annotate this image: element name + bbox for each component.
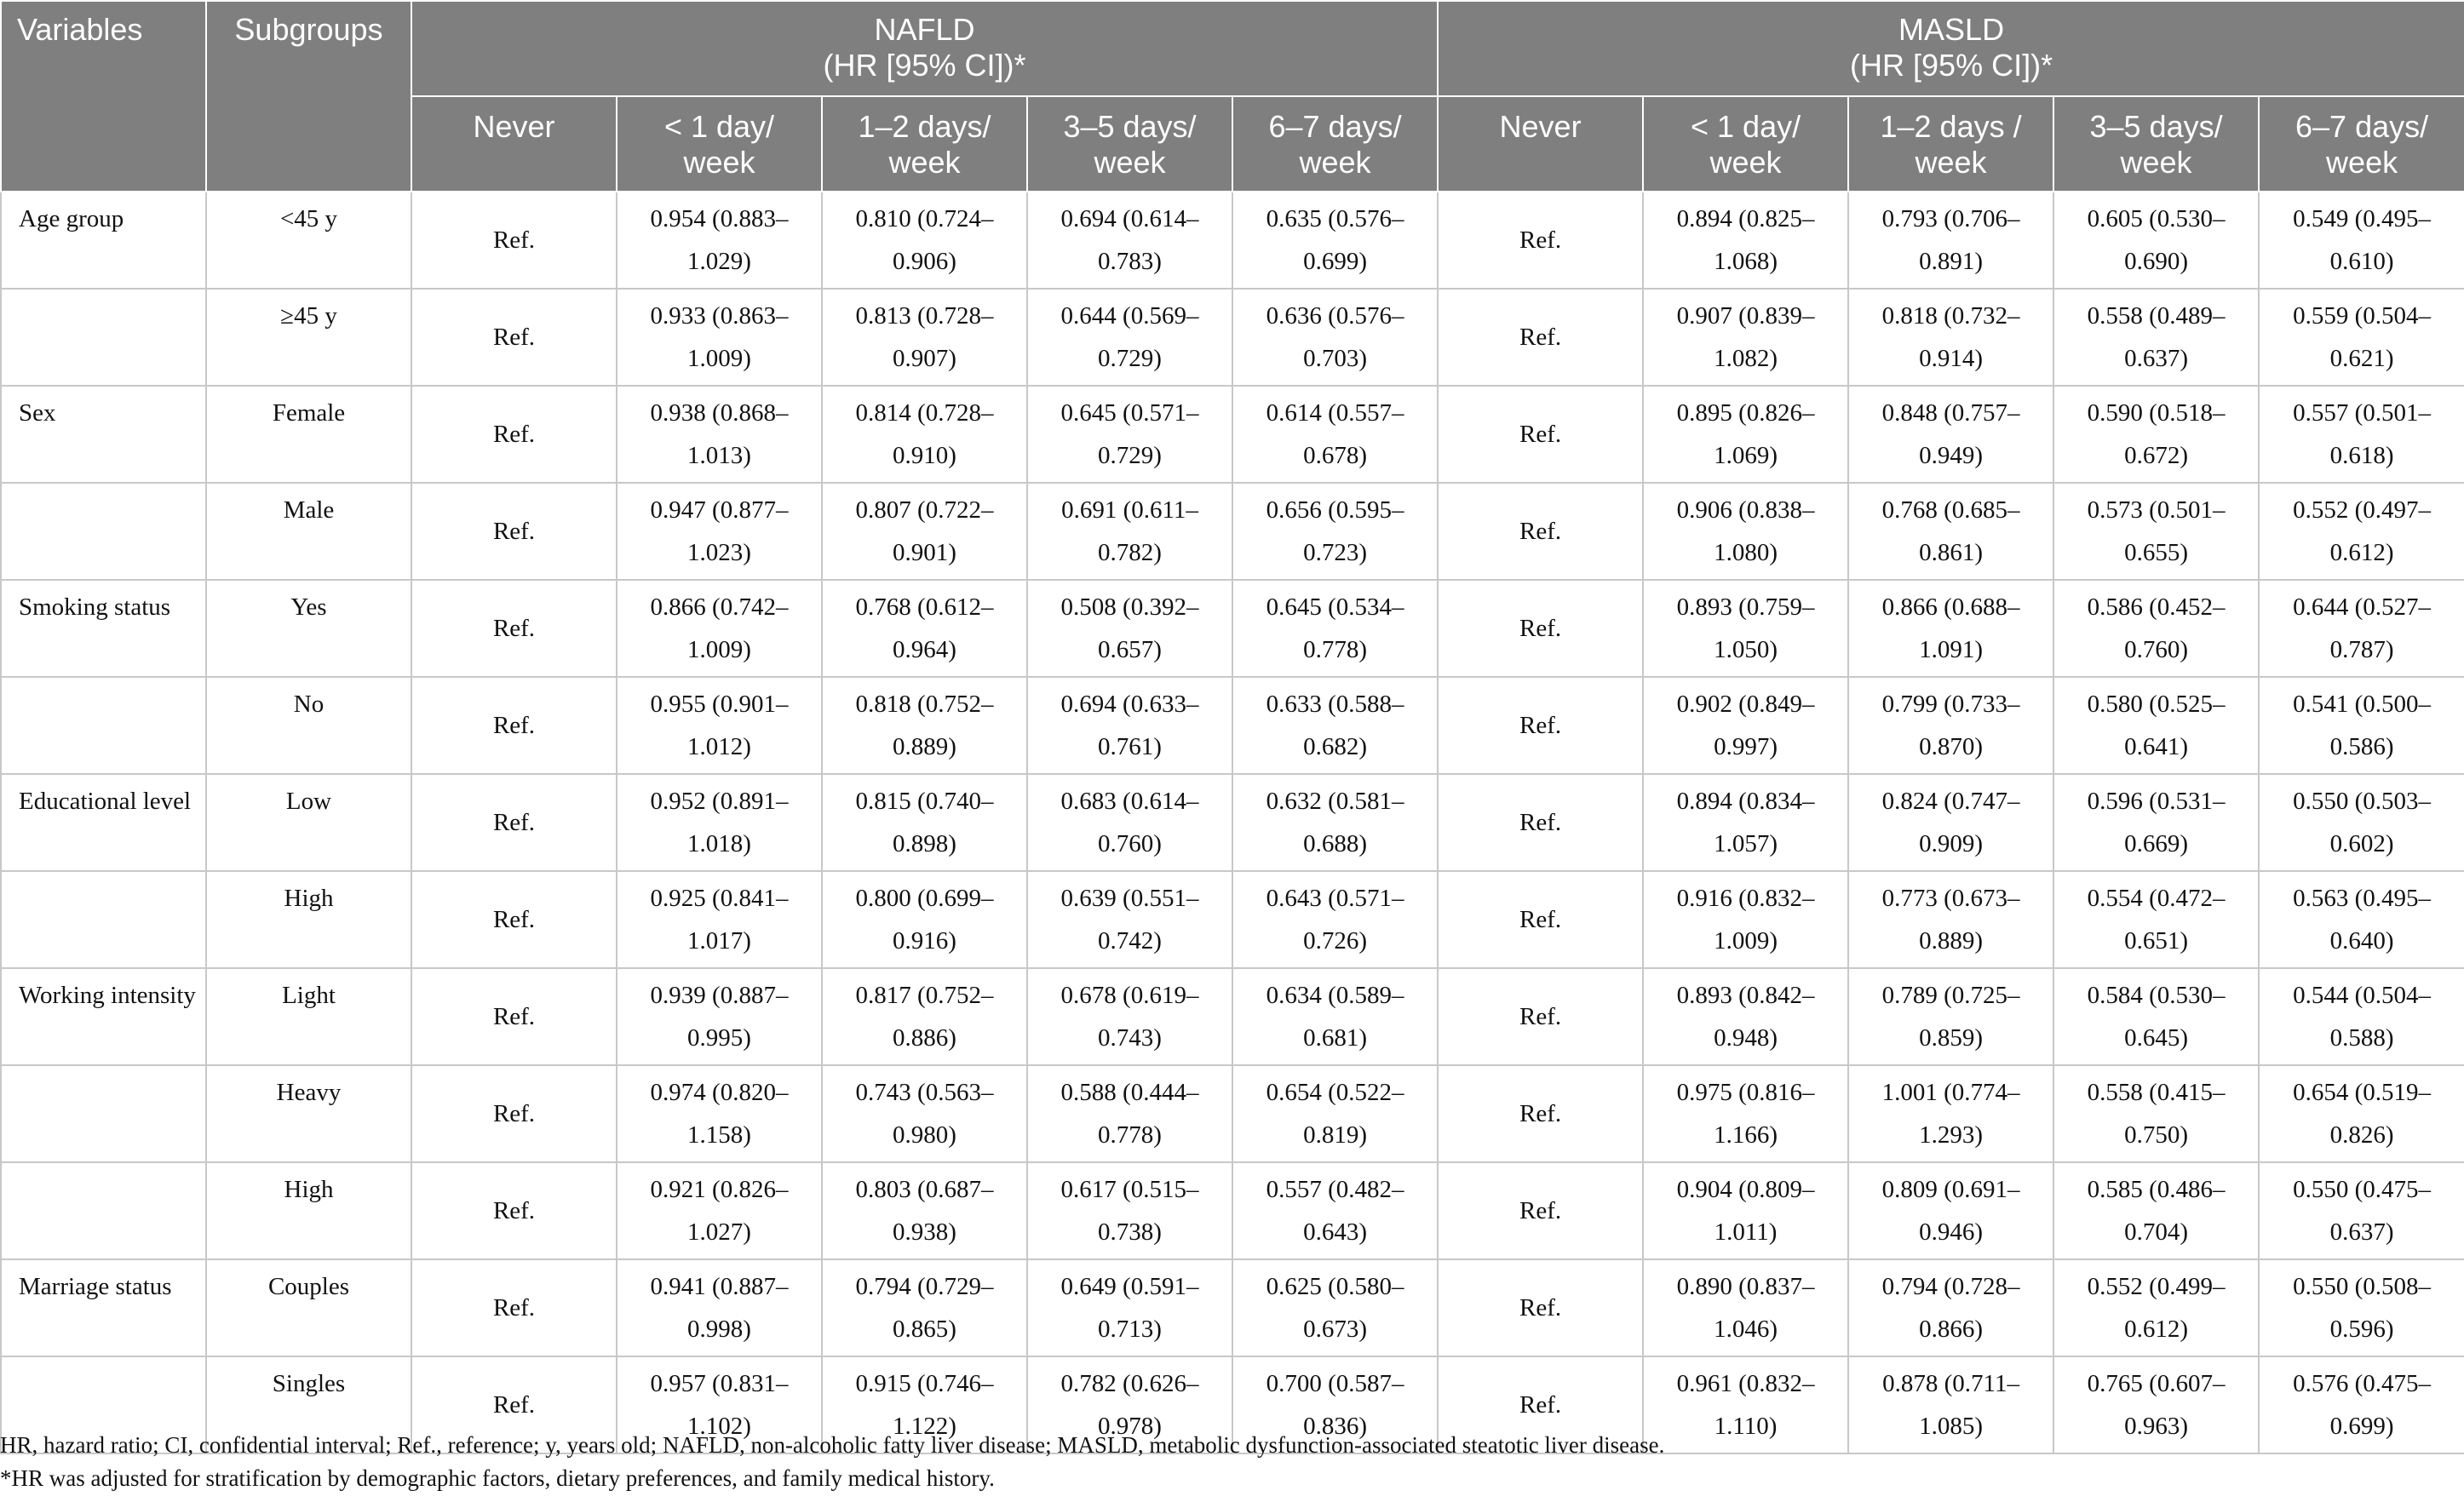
variable-cell [1,1162,206,1259]
nafld-ref-cell: Ref. [411,580,617,677]
variable-cell: Smoking status [1,580,206,677]
nafld-hr-cell: 0.807 (0.722–0.901) [822,483,1027,580]
variable-cell: Educational level [1,774,206,871]
masld-hr-cell: 0.559 (0.504–0.621) [2259,289,2464,386]
nafld-unit: (HR [95% CI])* [823,48,1026,83]
nafld-ref-cell: Ref. [411,1065,617,1162]
subgroups-header: Subgroups [206,1,411,192]
nafld-hr-cell: 0.957 (0.831–1.102) [617,1356,822,1453]
nafld-hr-cell: 0.800 (0.699–0.916) [822,871,1027,968]
masld-hr-cell: 0.975 (0.816–1.166) [1643,1065,1848,1162]
masld-hr-cell: 0.809 (0.691–0.946) [1848,1162,2053,1259]
masld-hr-cell: 0.961 (0.832–1.110) [1643,1356,1848,1453]
masld-hr-cell: 0.550 (0.508–0.596) [2259,1259,2464,1356]
masld-freq-header: 3–5 days/ week [2053,96,2259,192]
nafld-ref-cell: Ref. [411,677,617,774]
masld-hr-cell: 0.550 (0.503–0.602) [2259,774,2464,871]
subgroup-cell: High [206,871,411,968]
masld-ref-cell: Ref. [1438,1065,1643,1162]
table-body [1,192,2464,1453]
masld-ref-cell: Ref. [1438,580,1643,677]
nafld-hr-cell: 0.645 (0.534–0.778) [1232,580,1438,677]
subgroup-cell: Low [206,774,411,871]
nafld-group-header [411,1,1438,96]
masld-hr-cell: 0.558 (0.415–0.750) [2053,1065,2259,1162]
masld-hr-cell: 0.557 (0.501–0.618) [2259,386,2464,483]
nafld-hr-cell: 0.954 (0.883–1.029) [617,192,822,289]
nafld-hr-cell: 0.939 (0.887–0.995) [617,968,822,1065]
masld-hr-cell: 0.585 (0.486–0.704) [2053,1162,2259,1259]
nafld-ref-cell: Ref. [411,289,617,386]
masld-hr-cell: 0.654 (0.519–0.826) [2259,1065,2464,1162]
table-header [1,1,2464,192]
masld-hr-cell: 0.818 (0.732–0.914) [1848,289,2053,386]
nafld-hr-cell: 0.557 (0.482–0.643) [1232,1162,1438,1259]
masld-ref-cell: Ref. [1438,1259,1643,1356]
nafld-hr-cell: 0.633 (0.588–0.682) [1232,677,1438,774]
masld-hr-cell: 0.584 (0.530–0.645) [2053,968,2259,1065]
masld-hr-cell: 0.590 (0.518–0.672) [2053,386,2259,483]
masld-hr-cell: 0.799 (0.733–0.870) [1848,677,2053,774]
masld-hr-cell: 0.895 (0.826–1.069) [1643,386,1848,483]
subgroup-cell: <45 y [206,192,411,289]
nafld-ref-cell: Ref. [411,871,617,968]
footnote-adjustment: *HR was adjusted for stratification by demographic factors, dietary preferences, and family medical history. [0,1465,995,1491]
nafld-hr-cell: 0.632 (0.581–0.688) [1232,774,1438,871]
masld-hr-cell: 0.586 (0.452–0.760) [2053,580,2259,677]
table-row [1,1065,2464,1162]
masld-hr-cell: 0.793 (0.706–0.891) [1848,192,2053,289]
nafld-hr-cell: 0.813 (0.728–0.907) [822,289,1027,386]
nafld-hr-cell: 0.938 (0.868–1.013) [617,386,822,483]
nafld-ref-cell: Ref. [411,1259,617,1356]
footnote-abbreviations: HR, hazard ratio; CI, confidential interval; Ref., reference; y, years old; NAFLD, non-alcoholic fatty liver disease; MASLD, metabolic dysfunction-associated steatotic liver disease. [0,1432,1665,1458]
nafld-ref-cell: Ref. [411,968,617,1065]
masld-freq-header: 6–7 days/ week [2259,96,2464,192]
nafld-hr-cell: 0.644 (0.569–0.729) [1027,289,1232,386]
masld-hr-cell: 0.848 (0.757–0.949) [1848,386,2053,483]
subgroup-cell: High [206,1162,411,1259]
table-row [1,871,2464,968]
variable-cell [1,1065,206,1162]
nafld-hr-cell: 0.921 (0.826–1.027) [617,1162,822,1259]
masld-hr-cell: 0.576 (0.475–0.699) [2259,1356,2464,1453]
masld-ref-cell: Ref. [1438,386,1643,483]
table-row [1,1162,2464,1259]
table-row [1,677,2464,774]
subgroup-cell: Yes [206,580,411,677]
masld-hr-cell: 0.878 (0.711–1.085) [1848,1356,2053,1453]
subgroup-cell: Male [206,483,411,580]
masld-hr-cell: 0.902 (0.849–0.997) [1643,677,1848,774]
masld-hr-cell: 0.644 (0.527–0.787) [2259,580,2464,677]
nafld-hr-cell: 0.588 (0.444–0.778) [1027,1065,1232,1162]
masld-hr-cell: 0.541 (0.500–0.586) [2259,677,2464,774]
nafld-hr-cell: 0.955 (0.901–1.012) [617,677,822,774]
table-row [1,968,2464,1065]
subgroup-cell: Light [206,968,411,1065]
nafld-hr-cell: 0.636 (0.576–0.703) [1232,289,1438,386]
nafld-hr-cell: 0.694 (0.633–0.761) [1027,677,1232,774]
masld-hr-cell: 0.768 (0.685–0.861) [1848,483,2053,580]
nafld-hr-cell: 0.691 (0.611–0.782) [1027,483,1232,580]
nafld-hr-cell: 0.635 (0.576–0.699) [1232,192,1438,289]
masld-title: MASLD [1898,12,2005,47]
masld-ref-cell: Ref. [1438,871,1643,968]
nafld-hr-cell: 0.941 (0.887–0.998) [617,1259,822,1356]
nafld-hr-cell: 0.743 (0.563–0.980) [822,1065,1027,1162]
nafld-hr-cell: 0.700 (0.587–0.836) [1232,1356,1438,1453]
masld-hr-cell: 0.549 (0.495–0.610) [2259,192,2464,289]
variables-header: Variables [1,1,206,192]
masld-hr-cell: 0.563 (0.495–0.640) [2259,871,2464,968]
variable-cell [1,677,206,774]
nafld-hr-cell: 0.617 (0.515–0.738) [1027,1162,1232,1259]
nafld-hr-cell: 0.794 (0.729–0.865) [822,1259,1027,1356]
subgroup-cell: Couples [206,1259,411,1356]
nafld-hr-cell: 0.683 (0.614–0.760) [1027,774,1232,871]
masld-hr-cell: 0.554 (0.472–0.651) [2053,871,2259,968]
masld-group-header [1438,1,2464,96]
masld-hr-cell: 0.773 (0.673–0.889) [1848,871,2053,968]
nafld-ref-cell: Ref. [411,774,617,871]
masld-freq-header: < 1 day/ week [1643,96,1848,192]
subgroup-cell: No [206,677,411,774]
variable-cell [1,871,206,968]
variable-cell: Sex [1,386,206,483]
nafld-hr-cell: 0.625 (0.580–0.673) [1232,1259,1438,1356]
masld-ref-cell: Ref. [1438,289,1643,386]
nafld-ref-cell: Ref. [411,1162,617,1259]
variable-cell [1,483,206,580]
nafld-hr-cell: 0.814 (0.728–0.910) [822,386,1027,483]
nafld-hr-cell: 0.643 (0.571–0.726) [1232,871,1438,968]
subgroup-cell: Singles [206,1356,411,1453]
masld-hr-cell: 1.001 (0.774–1.293) [1848,1065,2053,1162]
masld-hr-cell: 0.552 (0.499–0.612) [2053,1259,2259,1356]
nafld-ref-cell: Ref. [411,483,617,580]
masld-hr-cell: 0.573 (0.501–0.655) [2053,483,2259,580]
nafld-hr-cell: 0.952 (0.891–1.018) [617,774,822,871]
nafld-hr-cell: 0.803 (0.687–0.938) [822,1162,1027,1259]
masld-ref-cell: Ref. [1438,1162,1643,1259]
nafld-hr-cell: 0.818 (0.752–0.889) [822,677,1027,774]
nafld-hr-cell: 0.925 (0.841–1.017) [617,871,822,968]
masld-ref-cell: Ref. [1438,483,1643,580]
masld-hr-cell: 0.904 (0.809–1.011) [1643,1162,1848,1259]
nafld-hr-cell: 0.866 (0.742–1.009) [617,580,822,677]
table-row [1,192,2464,289]
nafld-hr-cell: 0.933 (0.863–1.009) [617,289,822,386]
masld-hr-cell: 0.605 (0.530–0.690) [2053,192,2259,289]
nafld-hr-cell: 0.649 (0.591–0.713) [1027,1259,1232,1356]
nafld-hr-cell: 0.508 (0.392–0.657) [1027,580,1232,677]
table-row [1,1259,2464,1356]
masld-hr-cell: 0.596 (0.531–0.669) [2053,774,2259,871]
nafld-hr-cell: 0.614 (0.557–0.678) [1232,386,1438,483]
nafld-hr-cell: 0.645 (0.571–0.729) [1027,386,1232,483]
masld-ref-cell: Ref. [1438,192,1643,289]
nafld-hr-cell: 0.815 (0.740–0.898) [822,774,1027,871]
nafld-hr-cell: 0.817 (0.752–0.886) [822,968,1027,1065]
masld-hr-cell: 0.894 (0.834–1.057) [1643,774,1848,871]
masld-hr-cell: 0.866 (0.688–1.091) [1848,580,2053,677]
masld-hr-cell: 0.789 (0.725–0.859) [1848,968,2053,1065]
masld-hr-cell: 0.824 (0.747–0.909) [1848,774,2053,871]
masld-hr-cell: 0.552 (0.497–0.612) [2259,483,2464,580]
masld-freq-header: Never [1438,96,1643,192]
table-row [1,774,2464,871]
table-row [1,483,2464,580]
nafld-ref-cell: Ref. [411,192,617,289]
masld-hr-cell: 0.765 (0.607–0.963) [2053,1356,2259,1453]
table-row [1,289,2464,386]
nafld-hr-cell: 0.810 (0.724–0.906) [822,192,1027,289]
nafld-freq-header: 3–5 days/ week [1027,96,1232,192]
nafld-freq-header: Never [411,96,617,192]
table-footnotes [0,1429,1664,1495]
masld-hr-cell: 0.890 (0.837–1.046) [1643,1259,1848,1356]
subgroup-cell: Heavy [206,1065,411,1162]
variable-cell [1,289,206,386]
variable-cell: Age group [1,192,206,289]
masld-hr-cell: 0.894 (0.825–1.068) [1643,192,1848,289]
nafld-hr-cell: 0.634 (0.589–0.681) [1232,968,1438,1065]
masld-hr-cell: 0.544 (0.504–0.588) [2259,968,2464,1065]
nafld-hr-cell: 0.782 (0.626–0.978) [1027,1356,1232,1453]
nafld-hr-cell: 0.656 (0.595–0.723) [1232,483,1438,580]
nafld-ref-cell: Ref. [411,386,617,483]
masld-hr-cell: 0.893 (0.759–1.050) [1643,580,1848,677]
masld-hr-cell: 0.906 (0.838–1.080) [1643,483,1848,580]
nafld-freq-header: 1–2 days/ week [822,96,1027,192]
subgroup-cell: ≥45 y [206,289,411,386]
nafld-freq-header: 6–7 days/ week [1232,96,1438,192]
masld-unit: (HR [95% CI])* [1850,48,2053,83]
variable-cell: Working intensity [1,968,206,1065]
subgroup-cell: Female [206,386,411,483]
nafld-hr-cell: 0.974 (0.820–1.158) [617,1065,822,1162]
masld-hr-cell: 0.916 (0.832–1.009) [1643,871,1848,968]
masld-ref-cell: Ref. [1438,774,1643,871]
nafld-hr-cell: 0.768 (0.612–0.964) [822,580,1027,677]
masld-hr-cell: 0.558 (0.489–0.637) [2053,289,2259,386]
masld-ref-cell: Ref. [1438,1356,1643,1453]
nafld-freq-header: < 1 day/ week [617,96,822,192]
nafld-hr-cell: 0.639 (0.551–0.742) [1027,871,1232,968]
nafld-title: NAFLD [874,12,975,47]
nafld-hr-cell: 0.678 (0.619–0.743) [1027,968,1232,1065]
nafld-hr-cell: 0.694 (0.614–0.783) [1027,192,1232,289]
masld-hr-cell: 0.907 (0.839–1.082) [1643,289,1848,386]
masld-ref-cell: Ref. [1438,677,1643,774]
nafld-hr-cell: 0.654 (0.522–0.819) [1232,1065,1438,1162]
nafld-hr-cell: 0.915 (0.746–1.122) [822,1356,1027,1453]
table-row [1,386,2464,483]
masld-hr-cell: 0.580 (0.525–0.641) [2053,677,2259,774]
masld-ref-cell: Ref. [1438,968,1643,1065]
table-row [1,580,2464,677]
nafld-hr-cell: 0.947 (0.877–1.023) [617,483,822,580]
masld-freq-header: 1–2 days / week [1848,96,2053,192]
masld-hr-cell: 0.550 (0.475–0.637) [2259,1162,2464,1259]
masld-hr-cell: 0.893 (0.842–0.948) [1643,968,1848,1065]
masld-hr-cell: 0.794 (0.728–0.866) [1848,1259,2053,1356]
variable-cell: Marriage status [1,1259,206,1356]
nafld-ref-cell: Ref. [411,1356,617,1453]
